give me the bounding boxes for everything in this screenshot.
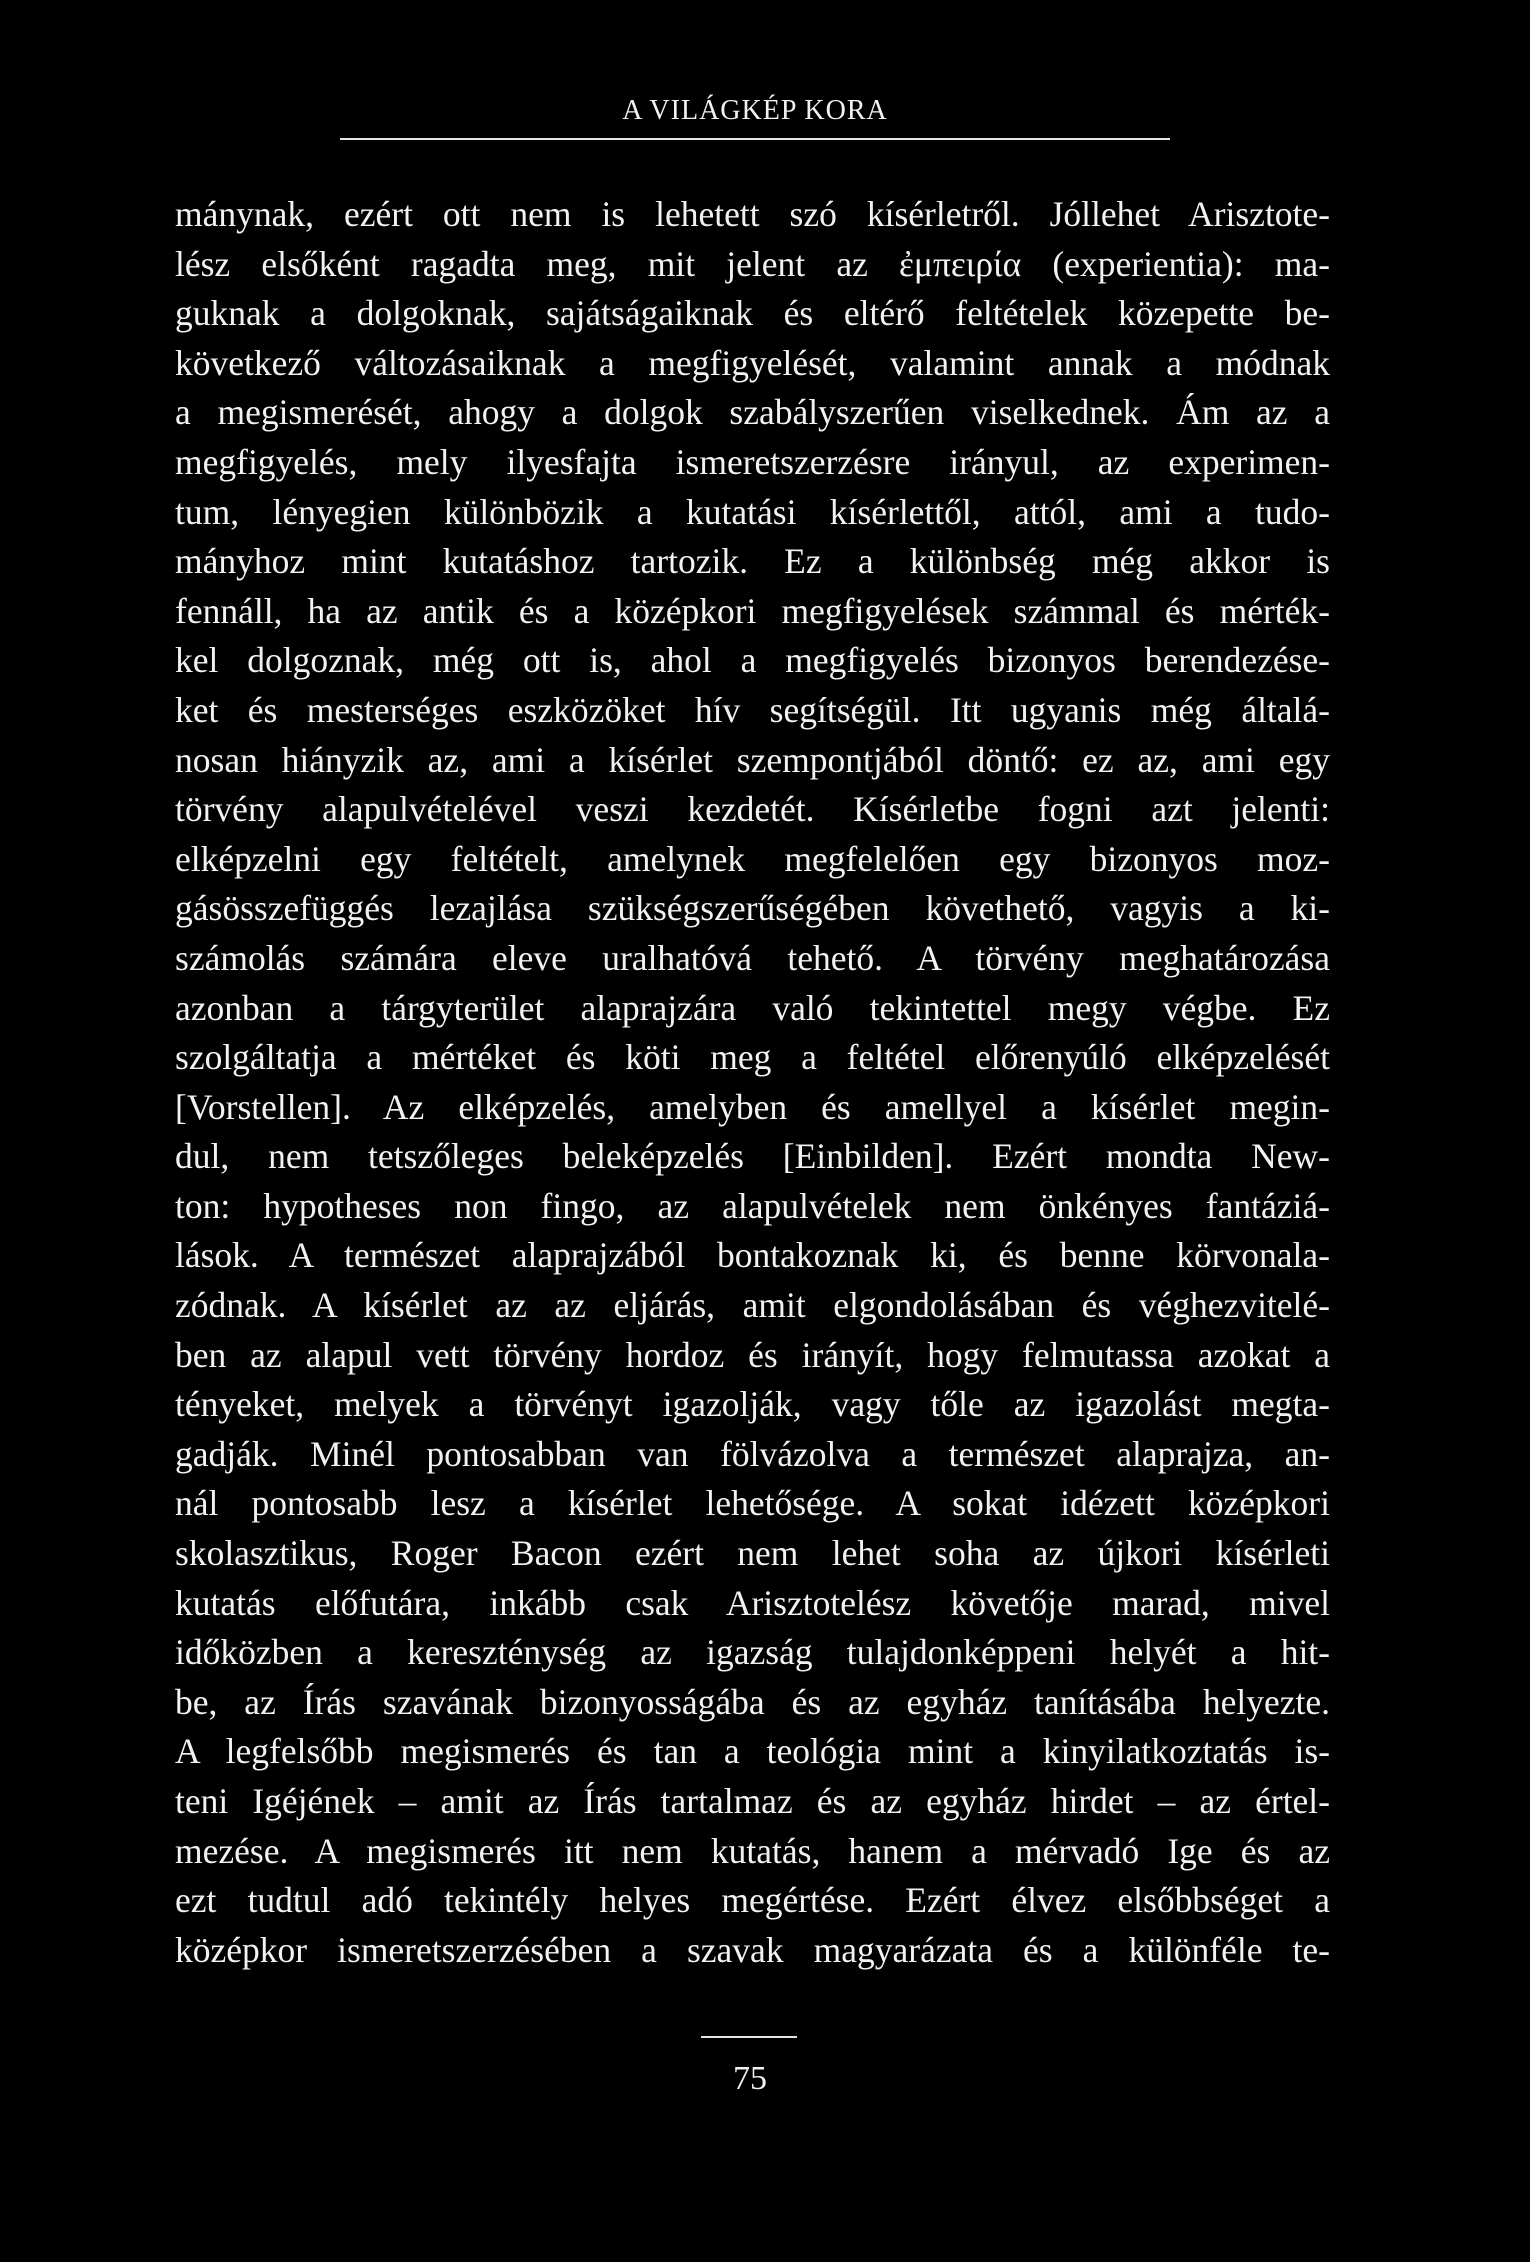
text-line: kel dolgoznak, még ott is, ahol a megfigyelés bizonyos berendezése-: [175, 640, 1330, 681]
text-line: fennáll, ha az antik és a középkori megfigyelések számmal és mérték-: [175, 590, 1330, 631]
header-rule: [340, 138, 1170, 140]
text-line: a megismerését, ahogy a dolgok szabályszerűen viselkednek. Ám az a: [175, 392, 1330, 433]
page-number: 75: [733, 2060, 767, 2097]
text-line: megfigyelés, mely ilyesfajta ismeretszerzésre irányul, az experimen-: [175, 441, 1330, 482]
text-line: nosan hiányzik az, ami a kísérlet szempontjából döntő: ez az, ami egy: [175, 739, 1330, 780]
text-line: ton: hypotheses non fingo, az alapulvételek nem önkényes fantáziá-: [175, 1185, 1330, 1226]
footer-rule: [701, 2036, 797, 2038]
running-head: A VILÁGKÉP KORA: [622, 95, 888, 126]
text-line: teni Igéjének – amit az Írás tartalmaz és az egyház hirdet – az értel-: [175, 1781, 1330, 1821]
text-line: A legfelsőbb megismerés és tan a teológia mint a kinyilatkoztatás is-: [175, 1731, 1330, 1772]
text-line: mányhoz mint kutatáshoz tartozik. Ez a különbség még akkor is: [175, 541, 1330, 582]
text-line: [Vorstellen]. Az elképzelés, amelyben és amellyel a kísérlet megin-: [175, 1086, 1330, 1127]
text-line: ezt tudtul adó tekintély helyes megértése. Ezért élvez elsőbbséget a: [175, 1880, 1330, 1921]
text-line: középkor ismeretszerzésében a szavak magyarázata és a különféle te-: [175, 1929, 1330, 1970]
text-line: tényeket, melyek a törvényt igazolják, vagy tőle az igazolást megta-: [175, 1384, 1330, 1425]
text-line: következő változásaiknak a megfigyelését, valamint annak a módnak: [175, 342, 1330, 383]
text-line: elképzelni egy feltételt, amelynek megfelelően egy bizonyos moz-: [175, 838, 1330, 879]
text-line: skolasztikus, Roger Bacon ezért nem lehet soha az újkori kísérleti: [175, 1533, 1330, 1574]
text-line: be, az Írás szavának bizonyosságába és az egyház tanításába helyezte.: [175, 1681, 1330, 1722]
text-line: gásösszefüggés lezajlása szükségszerűségében követhető, vagyis a ki-: [175, 888, 1330, 929]
text-line: nál pontosabb lesz a kísérlet lehetősége. A sokat idézett középkori: [175, 1483, 1330, 1524]
text-line: azonban a tárgyterület alaprajzára való tekintettel megy végbe. Ez: [175, 987, 1330, 1028]
text-line: szolgáltatja a mértéket és köti meg a feltétel előrenyúló elképzelését: [175, 1037, 1330, 1078]
body-paragraph: [175, 190, 1330, 1975]
text-line: kutatás előfutára, inkább csak Arisztotelész követője marad, mivel: [175, 1582, 1330, 1623]
text-line: gadják. Minél pontosabban van fölvázolva a természet alaprajza, an-: [175, 1433, 1330, 1474]
text-line: dul, nem tetszőleges beleképzelés [Einbilden]. Ezért mondta New-: [175, 1136, 1330, 1177]
text-line: időközben a kereszténység az igazság tulajdonképpeni helyét a hit-: [175, 1632, 1330, 1673]
text-line: zódnak. A kísérlet az az eljárás, amit elgondolásában és véghezvitelé-: [175, 1285, 1330, 1326]
text-line: ben az alapul vett törvény hordoz és irányít, hogy felmutassa azokat a: [175, 1334, 1330, 1375]
text-line: ket és mesterséges eszközöket hív segítségül. Itt ugyanis még általá-: [175, 689, 1330, 730]
text-line: lész elsőként ragadta meg, mit jelent az ἐμπειρία (experientia): ma-: [175, 243, 1330, 284]
text-line: lások. A természet alaprajzából bontakoznak ki, és benne körvonala-: [175, 1235, 1330, 1276]
text-line: guknak a dolgoknak, sajátságaiknak és eltérő feltételek közepette be-: [175, 293, 1330, 334]
text-line: mezése. A megismerés itt nem kutatás, hanem a mérvadó Ige és az: [175, 1830, 1330, 1871]
text-line: számolás számára eleve uralhatóvá tehető. A törvény meghatározása: [175, 937, 1330, 978]
text-line: tum, lényegien különbözik a kutatási kísérlettől, attól, ami a tudo-: [175, 491, 1330, 532]
text-line: törvény alapulvételével veszi kezdetét. Kísérletbe fogni azt jelenti:: [175, 789, 1330, 830]
text-line: mánynak, ezért ott nem is lehetett szó kísérletről. Jóllehet Arisztote-: [175, 194, 1330, 234]
